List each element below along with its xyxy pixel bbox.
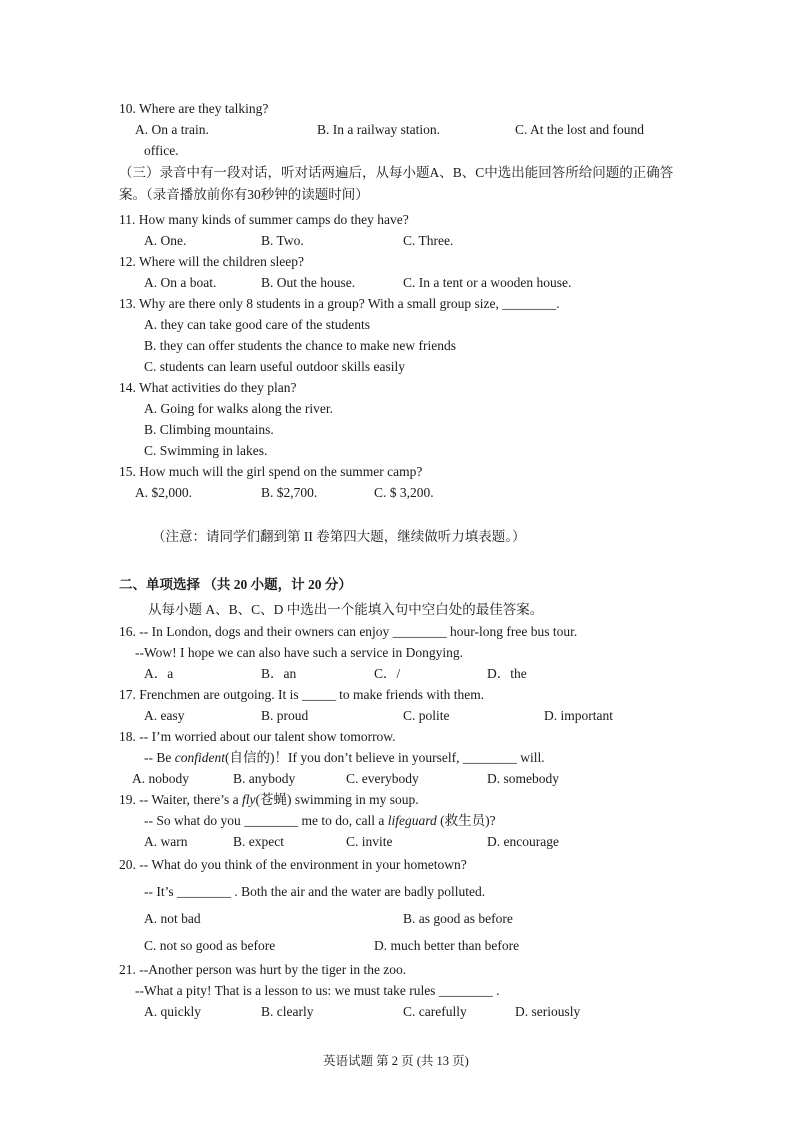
q19-option-b: B. expect bbox=[233, 834, 284, 849]
q16-option-a: A．a bbox=[144, 666, 174, 681]
section3-instruction-line2: 案。（录音播放前你有30秒钟的读题时间） bbox=[119, 187, 369, 202]
q18-option-b: B. anybody bbox=[233, 771, 296, 786]
q21-stem-cont: --What a pity! That is a lesson to us: we must take rules ________ . bbox=[135, 983, 500, 998]
q10-option-c: C. At the lost and found bbox=[515, 122, 644, 137]
q13-option-b: B. they can offer students the chance to make new friends bbox=[144, 338, 457, 353]
q18-option-c: C. everybody bbox=[346, 771, 419, 786]
q11-option-a: A. One. bbox=[144, 233, 187, 248]
q18-option-d: D. somebody bbox=[487, 771, 559, 786]
q20-option-c: C. not so good as before bbox=[144, 938, 276, 953]
q17-stem: 17. Frenchmen are outgoing. It is _____ to make friends with them. bbox=[119, 687, 485, 702]
q17-option-a: A. easy bbox=[144, 708, 185, 723]
q18-line2-italic: confident bbox=[174, 750, 225, 765]
q18-line2-pre: -- Be bbox=[144, 750, 175, 765]
q13-option-a: A. they can take good care of the students bbox=[144, 317, 371, 332]
q11-stem: 11. How many kinds of summer camps do they have? bbox=[119, 212, 409, 227]
q20-option-b: B. as good as before bbox=[403, 911, 513, 926]
q15-stem: 15. How much will the girl spend on the summer camp? bbox=[119, 464, 423, 479]
q19-option-d: D. encourage bbox=[487, 834, 559, 849]
q21-option-c: C. carefully bbox=[403, 1004, 467, 1019]
q11-option-c: C. Three. bbox=[403, 233, 454, 248]
q10-option-a: A. On a train. bbox=[135, 122, 209, 137]
q19-line2-pre: -- So what do you ________ me to do, call a bbox=[144, 813, 388, 828]
q20-stem: 20. -- What do you think of the environment in your hometown? bbox=[119, 857, 467, 872]
q20-option-a: A. not bad bbox=[144, 911, 201, 926]
page-footer: 英语试题 第 2 页 (共 13 页) bbox=[323, 1054, 469, 1068]
q19-stem-post: (苍蝇) swimming in my soup. bbox=[255, 792, 419, 807]
q12-option-c: C. In a tent or a wooden house. bbox=[403, 275, 572, 290]
part2-heading: 二、单项选择 （共 20 小题，计 20 分） bbox=[119, 577, 352, 592]
q19-option-a: A. warn bbox=[144, 834, 188, 849]
part2-instruction: 从每小题 A、B、C、D 中选出一个能填入句中空白处的最佳答案。 bbox=[148, 602, 544, 617]
q16-option-b: B．an bbox=[261, 666, 297, 681]
q15-option-a: A. $2,000. bbox=[135, 485, 192, 500]
q14-option-a: A. Going for walks along the river. bbox=[144, 401, 333, 416]
q21-stem: 21. --Another person was hurt by the tiger in the zoo. bbox=[119, 962, 407, 977]
notice: （注意：请同学们翻到第 II 卷第四大题，继续做听力填表题。） bbox=[152, 529, 526, 544]
q17-option-b: B. proud bbox=[261, 708, 309, 723]
q10-option-b: B. In a railway station. bbox=[317, 122, 440, 137]
q19-stem bbox=[119, 793, 419, 807]
q19-stem-italic: fly bbox=[241, 792, 256, 807]
q18-line2 bbox=[144, 751, 545, 765]
q19-stem-pre: 19. -- Waiter, there’s a bbox=[119, 792, 242, 807]
q10-option-c-cont: office. bbox=[144, 143, 179, 158]
q21-option-d: D. seriously bbox=[515, 1004, 581, 1019]
q13-option-c: C. students can learn useful outdoor skills easily bbox=[144, 359, 405, 374]
q12-option-b: B. Out the house. bbox=[261, 275, 356, 290]
q14-option-b: B. Climbing mountains. bbox=[144, 422, 274, 437]
q20-option-d: D. much better than before bbox=[374, 938, 520, 953]
q12-option-a: A. On a boat. bbox=[144, 275, 217, 290]
q21-option-b: B. clearly bbox=[261, 1004, 314, 1019]
q12-stem: 12. Where will the children sleep? bbox=[119, 254, 304, 269]
q16-stem: 16. -- In London, dogs and their owners can enjoy ________ hour-long free bus tour. bbox=[119, 624, 578, 639]
q14-stem: 14. What activities do they plan? bbox=[119, 380, 297, 395]
q19-line2 bbox=[144, 814, 496, 828]
q19-option-c: C. invite bbox=[346, 834, 393, 849]
q16-option-d: D．the bbox=[487, 666, 527, 681]
q19-line2-italic: lifeguard bbox=[387, 813, 437, 828]
q16-option-c: C．/ bbox=[374, 666, 401, 681]
q17-option-c: C. polite bbox=[403, 708, 450, 723]
q15-option-b: B. $2,700. bbox=[261, 485, 318, 500]
q13-stem: 13. Why are there only 8 students in a group? With a small group size, ________. bbox=[119, 296, 560, 311]
q19-line2-post: (救生员)? bbox=[436, 813, 496, 828]
q20-stem-cont: -- It’s ________ . Both the air and the water are badly polluted. bbox=[144, 884, 486, 899]
q10-stem: 10. Where are they talking? bbox=[119, 101, 269, 116]
q21-option-a: A. quickly bbox=[144, 1004, 201, 1019]
section3-instruction-line1: （三）录音中有一段对话，听对话两遍后，从每小题A、B、C中选出能回答所给问题的正确答 bbox=[119, 165, 674, 180]
q18-option-a: A. nobody bbox=[132, 771, 189, 786]
q16-stem-cont: --Wow! I hope we can also have such a service in Dongying. bbox=[135, 645, 464, 660]
q11-option-b: B. Two. bbox=[261, 233, 304, 248]
q14-option-c: C. Swimming in lakes. bbox=[144, 443, 268, 458]
q18-line2-post: (自信的)！If you don’t believe in yourself, ________ will. bbox=[225, 750, 545, 765]
q15-option-c: C. $ 3,200. bbox=[374, 485, 434, 500]
q17-option-d: D. important bbox=[544, 708, 613, 723]
q18-stem: 18. -- I’m worried about our talent show tomorrow. bbox=[119, 729, 396, 744]
